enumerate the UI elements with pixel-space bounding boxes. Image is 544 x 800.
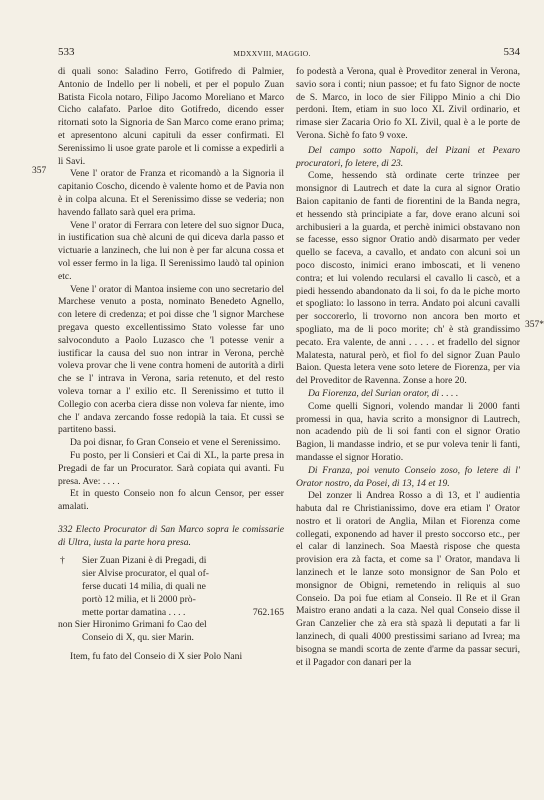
paragraph: Come, hessendo stà ordinate certe trinzee per monsignor di Lautrech et date la cura al signor Oratio Baion capitanio de fanti de fiorentini de la Banda negra, et hessendo stà principiate a far, dove erano alcuni soi archibusieri a la guarda, et perchè inimici obstavano non se facesse, esso signor Oratio andò disarmato per veder quello se faceva, a cavallo, et andato con alcuni soi un poco discosto, inimici erano imboscati, et li veneno contra; et lui volendo recularsi el cavallo li cascò, et a piedi hessendo abandonato da li soi, fo da le piche morto et spogliato: lo lassono in terra. Andato poi alcuni cavalli per soccorerlo, li trovorno non ancora ben morto et spogliato, ma de li poco morite; ch' è stà grandissimo pecato. Era valente, de anni . . . . . et fradello del signor Malatesta, natural però, et fiol fo del signor Zuan Paulo Baion. Questa letera vene soto letere de Fiorenza, per via del Proveditor de Ravenna. Zonse a hore 20.	[296, 170, 520, 387]
section-heading	[58, 524, 284, 550]
section-heading: Di Franza, poi venuto Conseio zoso, fo letere di l' Orator nostro, da Posei, di 13, 14 et 19.	[296, 464, 520, 489]
paragraph: Vene l' orator di Ferrara con letere del suo signor Duca, in iustification sua chè alcuni de qui diceva darla passo et victuarie a lanzinech, che lui non è per far alcuna cossa et vol esser fermo in la liga. Il Serenissimo laudò tal opinion etc.	[58, 219, 284, 282]
paragraph: Vene l' orator di Mantoa insieme con uno secretario del Marchese venuto a posta, nominato Benedeto Agnello, con letere di credenza; et poi disse che 'l signor Marchese pregava questo excellentissimo Stato volesse far uno salvoconduto a Paolo Luzasco che 'l potesse venir a iustificar la causa del suo non intrar in Verona, perchè voleva provar che li vene contra homeni de autorità a dirli che se l' intrava in Verona, saria retenuto, et del resto voleva tornar a l' exilio etc. Il Serenissimo et tutto il Collegio con acerba ciera disse non voleva far niente, imo che l' andava zercando fosse redopià la taia. Et cussì se partiteno bassi.	[58, 283, 284, 436]
section-heading: Del campo sotto Napoli, del Pizani et Pexaro procuratori, fo letere, di 23.	[296, 144, 520, 169]
paragraph: Item, fu fato del Conseio di X sier Polo Nani	[70, 651, 243, 663]
paragraph: Et in questo Conseio non fo alcun Censor, per esser amalati.	[58, 488, 284, 513]
page-number-right: 534	[503, 46, 520, 58]
left-column	[58, 66, 284, 664]
entry-line: ferse ducati 14 milia, di quali ne	[82, 581, 206, 593]
section-title: Electo Procurator di San Marco sopra le comissarie di Ultra, iusta la parte hora presa.	[58, 523, 284, 548]
vote-count: 762.165	[252, 606, 284, 618]
entry-line: mette portar damatina . . . .	[82, 606, 186, 618]
entry-line: portò 12 milia, et li 2000 prò-	[82, 593, 196, 605]
paragraph: Del zonzer li Andrea Rosso a dì 13, et l' audientia habuta dal re Christianissimo, dove era etiam l' Orator nostro et li oratori de Anglia, Milan et Fiorenza come collegati, exponendo ad haver il presto soccorso etc., per el calar di lanzinech. Soa Maestà rispose che questa provision era zà facta, et come sa l' Orator, mandava li lanzinech et le lanze soto monsignor de San Polo et monsignor de Obigni, remetendo in reliquis al suo Conseio. Da poi fue etiam al Conseio. Il Re et il Gran Maistro erano andati a la caza. Nel qual Conseio disse il Gran Canzelier che zà era stà spazà li deputati a far li lanzinech, di quali 4000 prestissimi sariano ad Ivrea; ma bisogna se mandi scorta de zente d'arme da passar securi, et il Pagador con danari per la	[296, 490, 520, 668]
page-number-left: 533	[58, 46, 75, 58]
section-heading: Da Fiorenza, del Surian orator, di . . . .	[308, 387, 459, 399]
paragraph: di quali sono: Saladino Ferro, Gotifredo di Palmier, Antonio de Indello per li nobeli, et per el populo Zuan Batista Ficola notaro, Filipo Jacomo Moreliano et Marco Cicho calafato. Parloe dito Gotifredo, dicendo esser ritornati soto la Signoria de San Marco come erano prima; et apresentono alcuni capituli da esser confirmati. El Serenissimo li usoe grate parole et li comisse a expedirli a li Savi.	[58, 66, 284, 167]
entry-line: Conseio di X, qu. sier Marin.	[82, 632, 194, 644]
paragraph: Da poi disnar, fo Gran Conseio et vene el Serenissimo.	[70, 437, 281, 449]
running-title: MDXXVIII, MAGGIO.	[233, 49, 311, 58]
section-number: 332	[58, 523, 73, 535]
elected-cross-mark: †	[60, 555, 65, 567]
paragraph: Fu posto, per li Consieri et Cai di XL, la parte presa in Pregadi de far un Procurator. Sarà copiata qui avanti. Fu presa. Ave: . . . .	[58, 449, 284, 487]
margin-note-right: 357*	[525, 320, 544, 330]
entry-line: Sier Zuan Pizani è di Pregadi, di	[82, 555, 207, 567]
entry-line: non Sier Hironimo Grimani fo Cao del	[58, 619, 207, 631]
margin-note-left: 357	[32, 166, 47, 176]
paragraph: Come quelli Signori, volendo mandar li 2000 fanti promessi in qua, havia scrito a monsignor di Lautrech, non acadendo più de li soi fanti con el signor Oratio Bagion, li mandasse indrio, et se pur voleva tenir li fanti, mandasse el signor Horatio.	[296, 400, 520, 463]
entry-line: sier Alvise procurator, el qual of-	[82, 568, 209, 580]
paragraph: fo podestà a Verona, qual è Proveditor zeneral in Verona, savio sora i conti; niun passoe; et fu fato Signor de nocte de S. Marco, in loco de sier Filippo Minio a chi Dio perdoni. Item, etiam in suo loco XL Zivil ordinario, et rimase sier Zacaria Orio fo XL Zivil, qual è a le porte de Verona. Sichè fo fato 9 voxe.	[296, 66, 520, 141]
right-column	[296, 66, 520, 669]
election-entry	[58, 555, 284, 619]
paragraph: Vene l' orator de Franza et ricomandò a la Signoria il capitanio Coscho, dicendo è valente homo et de Pavia non è in colpa alcuna. Et el Serenissimo disse se vederia; non havendo fallato sarà quel era prima.	[58, 168, 284, 218]
